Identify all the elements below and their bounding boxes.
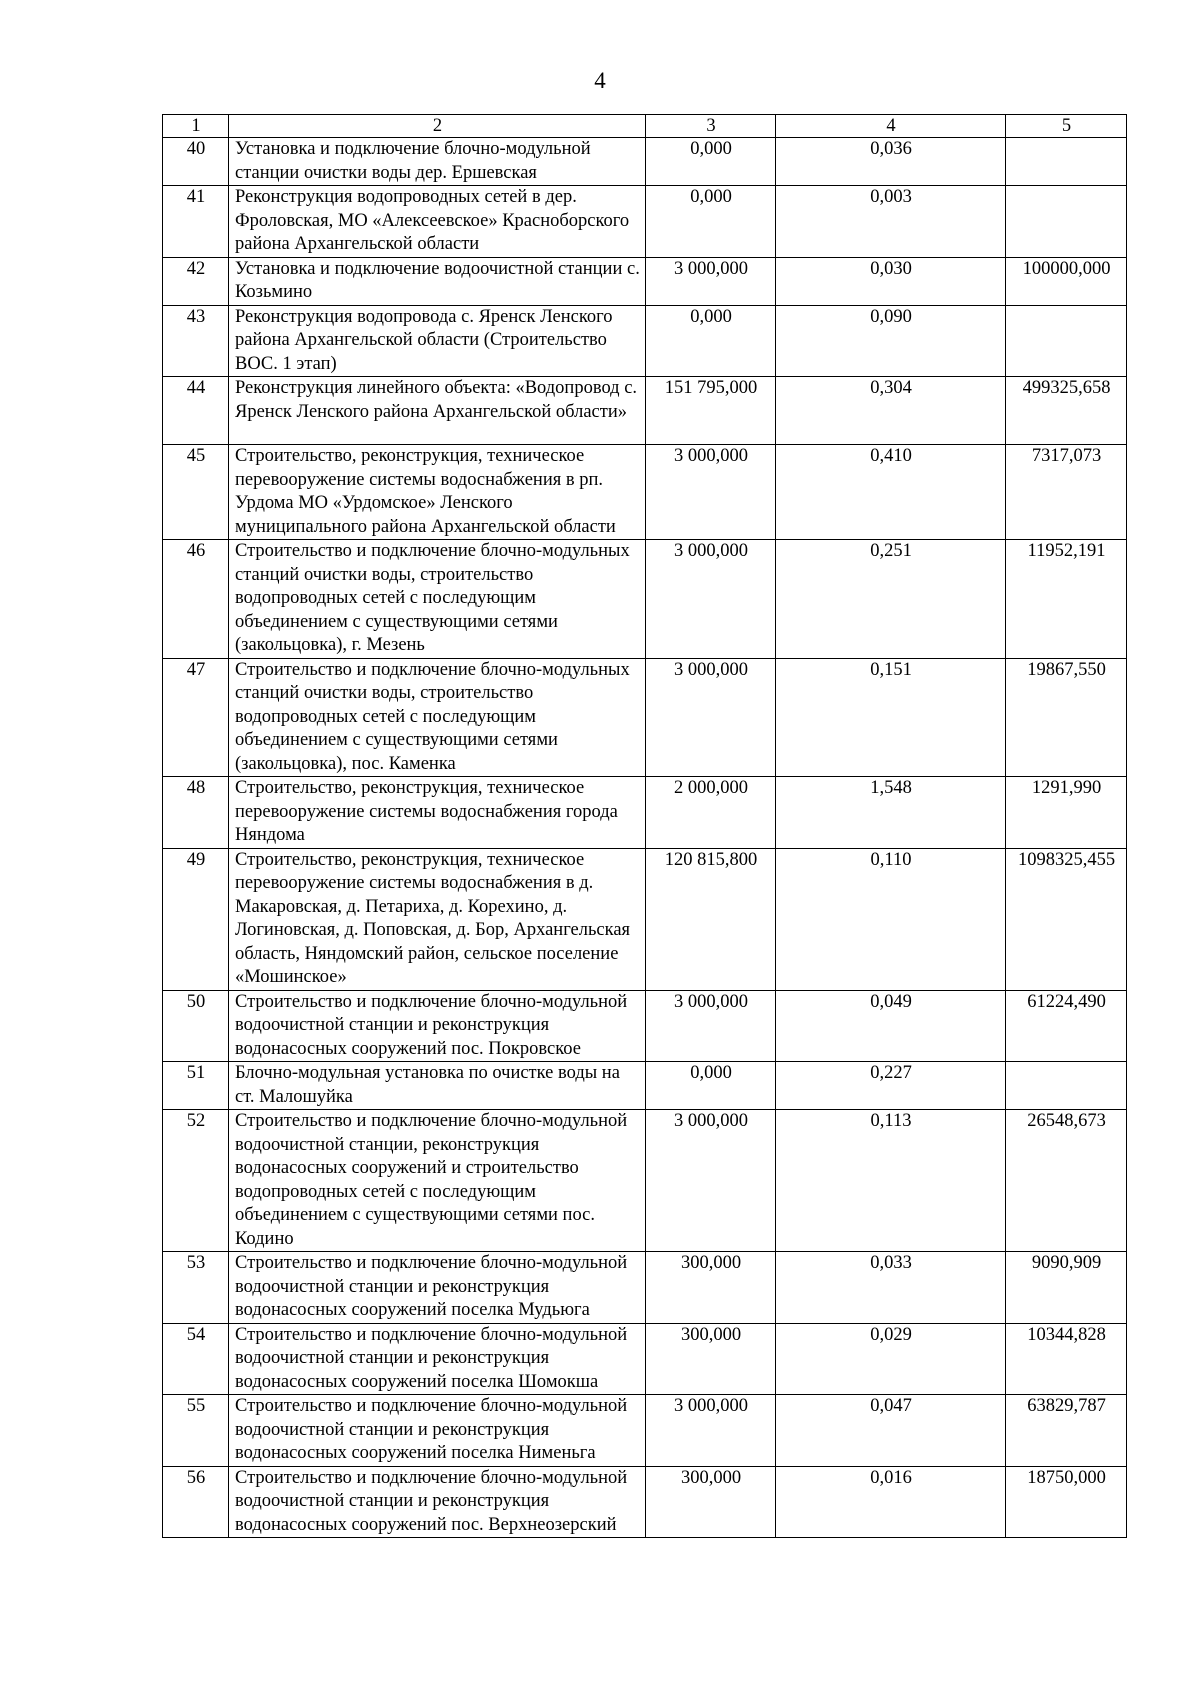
value-col-4: 0,033 xyxy=(776,1252,1006,1324)
object-name: Строительство, реконструкция, техническое перевооружение системы водоснабжения города Няндома xyxy=(229,777,646,849)
value-col-5 xyxy=(1006,186,1127,258)
table-row xyxy=(163,1323,1127,1395)
table-row xyxy=(163,138,1127,186)
value-col-4: 0,036 xyxy=(776,138,1006,186)
value-col-5: 100000,000 xyxy=(1006,257,1127,305)
table-row xyxy=(163,377,1127,445)
value-col-3: 3 000,000 xyxy=(646,1110,776,1252)
value-col-5: 499325,658 xyxy=(1006,377,1127,445)
row-number: 53 xyxy=(163,1252,229,1324)
object-name: Реконструкция линейного объекта: «Водопровод с. Яренск Ленского района Архангельской области» xyxy=(229,377,646,445)
value-col-4: 0,090 xyxy=(776,305,1006,377)
value-col-4: 0,251 xyxy=(776,540,1006,659)
object-name: Строительство, реконструкция, техническое перевооружение системы водоснабжения в д. Макаровская, д. Петариха, д. Корехино, д. Логиновская, д. Поповская, д. Бор, Архангельская область, Няндомский район, сельское поселение «Мошинское» xyxy=(229,848,646,990)
row-number: 44 xyxy=(163,377,229,445)
object-name: Строительство и подключение блочно-модульной водоочистной станции и реконструкция водонасосных сооружений пос. Верхнеозерский xyxy=(229,1466,646,1538)
table-body xyxy=(163,138,1127,1538)
value-col-5: 26548,673 xyxy=(1006,1110,1127,1252)
object-name: Установка и подключение блочно-модульной станции очистки воды дер. Ершевская xyxy=(229,138,646,186)
value-col-4: 0,110 xyxy=(776,848,1006,990)
value-col-5 xyxy=(1006,138,1127,186)
object-name: Строительство, реконструкция, техническое перевооружение системы водоснабжения в рп. Урдома МО «Урдомское» Ленского муниципального района Архангельской области xyxy=(229,445,646,540)
object-name: Строительство и подключение блочно-модульной водоочистной станции и реконструкция водонасосных сооружений пос. Покровское xyxy=(229,990,646,1062)
value-col-5: 63829,787 xyxy=(1006,1395,1127,1467)
table-row xyxy=(163,1252,1127,1324)
row-number: 55 xyxy=(163,1395,229,1467)
column-header-5: 5 xyxy=(1006,115,1127,138)
table-header-row xyxy=(163,115,1127,138)
object-name: Реконструкция водопровода с. Яренск Ленского района Архангельской области (Строительство ВОС. 1 этап) xyxy=(229,305,646,377)
table-row xyxy=(163,445,1127,540)
data-table xyxy=(162,114,1127,1538)
value-col-5: 7317,073 xyxy=(1006,445,1127,540)
value-col-5 xyxy=(1006,1062,1127,1110)
table-row xyxy=(163,658,1127,777)
value-col-5: 1291,990 xyxy=(1006,777,1127,849)
value-col-3: 3 000,000 xyxy=(646,540,776,659)
value-col-4: 0,016 xyxy=(776,1466,1006,1538)
value-col-4: 0,047 xyxy=(776,1395,1006,1467)
object-name: Блочно-модульная установка по очистке воды на ст. Малошуйка xyxy=(229,1062,646,1110)
object-name: Реконструкция водопроводных сетей в дер. Фроловская, МО «Алексеевское» Красноборского района Архангельской области xyxy=(229,186,646,258)
object-name: Строительство и подключение блочно-модульной водоочистной станции и реконструкция водонасосных сооружений поселка Мудьюга xyxy=(229,1252,646,1324)
value-col-5: 1098325,455 xyxy=(1006,848,1127,990)
value-col-4: 0,410 xyxy=(776,445,1006,540)
value-col-3: 0,000 xyxy=(646,186,776,258)
row-number: 49 xyxy=(163,848,229,990)
value-col-4: 0,030 xyxy=(776,257,1006,305)
row-number: 42 xyxy=(163,257,229,305)
value-col-3: 0,000 xyxy=(646,1062,776,1110)
row-number: 54 xyxy=(163,1323,229,1395)
value-col-3: 300,000 xyxy=(646,1466,776,1538)
value-col-4: 0,113 xyxy=(776,1110,1006,1252)
object-name: Строительство и подключение блочно-модульной водоочистной станции и реконструкция водонасосных сооружений поселка Нименьга xyxy=(229,1395,646,1467)
row-number: 56 xyxy=(163,1466,229,1538)
table-row xyxy=(163,1395,1127,1467)
row-number: 45 xyxy=(163,445,229,540)
row-number: 48 xyxy=(163,777,229,849)
column-header-3: 3 xyxy=(646,115,776,138)
value-col-3: 151 795,000 xyxy=(646,377,776,445)
table-row xyxy=(163,1110,1127,1252)
row-number: 40 xyxy=(163,138,229,186)
value-col-4: 0,049 xyxy=(776,990,1006,1062)
table-row xyxy=(163,777,1127,849)
column-header-2: 2 xyxy=(229,115,646,138)
value-col-4: 1,548 xyxy=(776,777,1006,849)
row-number: 51 xyxy=(163,1062,229,1110)
table-row xyxy=(163,540,1127,659)
value-col-4: 0,304 xyxy=(776,377,1006,445)
page-number: 4 xyxy=(594,68,606,93)
row-number: 46 xyxy=(163,540,229,659)
row-number: 41 xyxy=(163,186,229,258)
row-number: 50 xyxy=(163,990,229,1062)
object-name: Строительство и подключение блочно-модульных станций очистки воды, строительство водопроводных сетей с последующим объединением с существующими сетями (закольцовка), г. Мезень xyxy=(229,540,646,659)
value-col-5 xyxy=(1006,305,1127,377)
value-col-3: 3 000,000 xyxy=(646,1395,776,1467)
value-col-4: 0,227 xyxy=(776,1062,1006,1110)
value-col-5: 18750,000 xyxy=(1006,1466,1127,1538)
object-name: Строительство и подключение блочно-модульной водоочистной станции, реконструкция водонасосных сооружений и строительство водопроводных сетей с последующим объединением с существующими сетями пос. Кодино xyxy=(229,1110,646,1252)
value-col-3: 0,000 xyxy=(646,305,776,377)
value-col-3: 0,000 xyxy=(646,138,776,186)
value-col-3: 120 815,800 xyxy=(646,848,776,990)
row-number: 47 xyxy=(163,658,229,777)
value-col-3: 3 000,000 xyxy=(646,990,776,1062)
object-name: Строительство и подключение блочно-модульных станций очистки воды, строительство водопроводных сетей с последующим объединением с существующими сетями (закольцовка), пос. Каменка xyxy=(229,658,646,777)
table-row xyxy=(163,186,1127,258)
value-col-4: 0,003 xyxy=(776,186,1006,258)
row-number: 43 xyxy=(163,305,229,377)
value-col-5: 9090,909 xyxy=(1006,1252,1127,1324)
value-col-3: 300,000 xyxy=(646,1323,776,1395)
table-row xyxy=(163,1062,1127,1110)
column-header-4: 4 xyxy=(776,115,1006,138)
value-col-5: 10344,828 xyxy=(1006,1323,1127,1395)
value-col-3: 300,000 xyxy=(646,1252,776,1324)
value-col-3: 3 000,000 xyxy=(646,257,776,305)
value-col-4: 0,151 xyxy=(776,658,1006,777)
value-col-3: 2 000,000 xyxy=(646,777,776,849)
value-col-5: 61224,490 xyxy=(1006,990,1127,1062)
table-row xyxy=(163,848,1127,990)
table-row xyxy=(163,305,1127,377)
object-name: Установка и подключение водоочистной станции с. Козьмино xyxy=(229,257,646,305)
object-name: Строительство и подключение блочно-модульной водоочистной станции и реконструкция водонасосных сооружений поселка Шомокша xyxy=(229,1323,646,1395)
value-col-4: 0,029 xyxy=(776,1323,1006,1395)
table-row xyxy=(163,990,1127,1062)
value-col-3: 3 000,000 xyxy=(646,445,776,540)
row-number: 52 xyxy=(163,1110,229,1252)
value-col-3: 3 000,000 xyxy=(646,658,776,777)
value-col-5: 11952,191 xyxy=(1006,540,1127,659)
column-header-1: 1 xyxy=(163,115,229,138)
value-col-5: 19867,550 xyxy=(1006,658,1127,777)
table-row xyxy=(163,257,1127,305)
table-row xyxy=(163,1466,1127,1538)
